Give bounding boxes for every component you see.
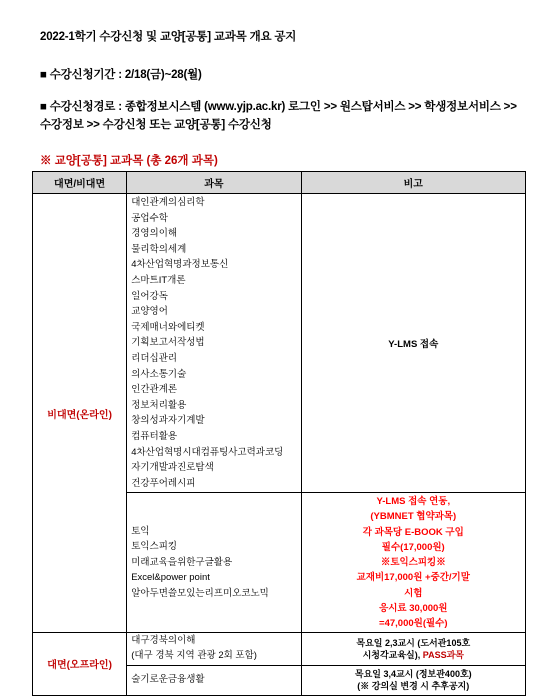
list-item: 토익스피킹 (131, 541, 178, 553)
list-item: 알아두면쓸모있는리프미오코노믹 (131, 588, 269, 600)
note-lines (304, 494, 523, 631)
list-item: (YBMNET 협약과목) (370, 511, 457, 523)
course-table (32, 171, 526, 696)
document-title: 2022-1학기 수강신청 및 교양[공통] 교과목 개요 공지 (40, 31, 297, 43)
list-item: 토익 (131, 525, 150, 537)
list-item: 창의성과자기계발 (131, 415, 205, 427)
list-item: 기획보고서작성법 (131, 337, 205, 349)
list-item: ※토익스피킹※ (380, 557, 446, 569)
list-item: 시험 (404, 587, 423, 599)
course-list (131, 524, 300, 602)
note-line: (※ 강의실 변경 시 추후공지) (357, 681, 470, 692)
list-item: 정보처리활용 (131, 399, 187, 411)
group1-note: Y-LMS 접속 (301, 194, 525, 493)
header-course: 과목 (127, 172, 301, 194)
note-line-wrap (304, 649, 523, 661)
group2-note (301, 493, 525, 633)
list-item: 건강푸어레시피 (131, 477, 196, 489)
list-item: 4차산업혁명과정보통신 (131, 259, 229, 271)
online-label: 비대면(온라인) (33, 194, 127, 633)
table-row (33, 194, 526, 493)
online-courses-group2 (127, 493, 301, 633)
list-item: =47,000원(필수) (379, 617, 448, 629)
course-list (131, 195, 300, 491)
header-mode: 대면/비대면 (33, 172, 127, 194)
list-item: 응시료 30,000원 (379, 602, 448, 614)
list-item: 미래교육을위한구글활용 (131, 556, 233, 568)
list-item: 4차산업혁명시대컴퓨팅사고력과코딩 (131, 446, 284, 458)
offline-note-2 (301, 665, 525, 695)
pass-highlight: PASS과목 (422, 649, 464, 660)
registration-route: ■ 수강신청경로 : 종합정보시스템 (www.yjp.ac.kr) 로그인 >> 원스탑서비스 >> 학생정보서비스 >> 수강정보 >> 수강신청 또는 교양[공통] 수강신청 (40, 101, 517, 131)
header-note: 비고 (301, 172, 525, 194)
offline-label: 대면(오프라인) (33, 633, 127, 696)
list-item: 인간관계론 (131, 384, 178, 396)
course-line: (대구 경북 지역 관광 2회 포함) (131, 649, 257, 661)
table-header-row (33, 172, 526, 194)
list-item: 물리학의세계 (131, 243, 187, 255)
table-row (33, 633, 526, 666)
note-line: 시청각교육실), PASS과목 (362, 649, 464, 660)
list-item: 국제매너와에티켓 (131, 321, 205, 333)
registration-period: ■ 수강신청기간 : 2/18(금)~28(월) (40, 69, 202, 81)
course-line: 대구경북의이해 (131, 635, 196, 647)
offline-note-1 (301, 633, 525, 666)
list-item: 필수(17,000원) (381, 541, 445, 553)
list-item: 리더십관리 (131, 352, 178, 364)
course-line: 술기로운금융생활 (131, 673, 205, 685)
list-item: Excel&power point (131, 572, 210, 584)
list-item: 교양영어 (131, 306, 168, 318)
list-item: Y-LMS 접속 연동, (376, 496, 451, 508)
course-list-heading: ※ 교양[공통] 교과목 (총 26개 과목) (40, 155, 218, 167)
list-item: 대인관계의심리학 (131, 197, 205, 208)
list-item: 교재비17,000원 +중간/기말 (356, 572, 470, 584)
list-item: 일어강독 (131, 290, 168, 302)
list-item: 각 과목당 E-BOOK 구입 (362, 526, 464, 538)
list-item: 자기개발과진로탐색 (131, 462, 214, 474)
offline-course-1 (127, 633, 301, 666)
online-courses-group1 (127, 194, 301, 493)
note-line: 목요일 2,3교시 (도서관105호 (356, 637, 471, 648)
offline-course-2 (127, 665, 301, 695)
list-item: 공업수학 (131, 212, 168, 224)
note-line: 목요일 3,4교시 (정보관400호) (354, 669, 472, 680)
list-item: 스마트IT개론 (131, 274, 186, 286)
list-item: 경영의이해 (131, 228, 178, 240)
list-item: 컴퓨터활용 (131, 430, 178, 442)
list-item: 의사소통기술 (131, 368, 187, 380)
